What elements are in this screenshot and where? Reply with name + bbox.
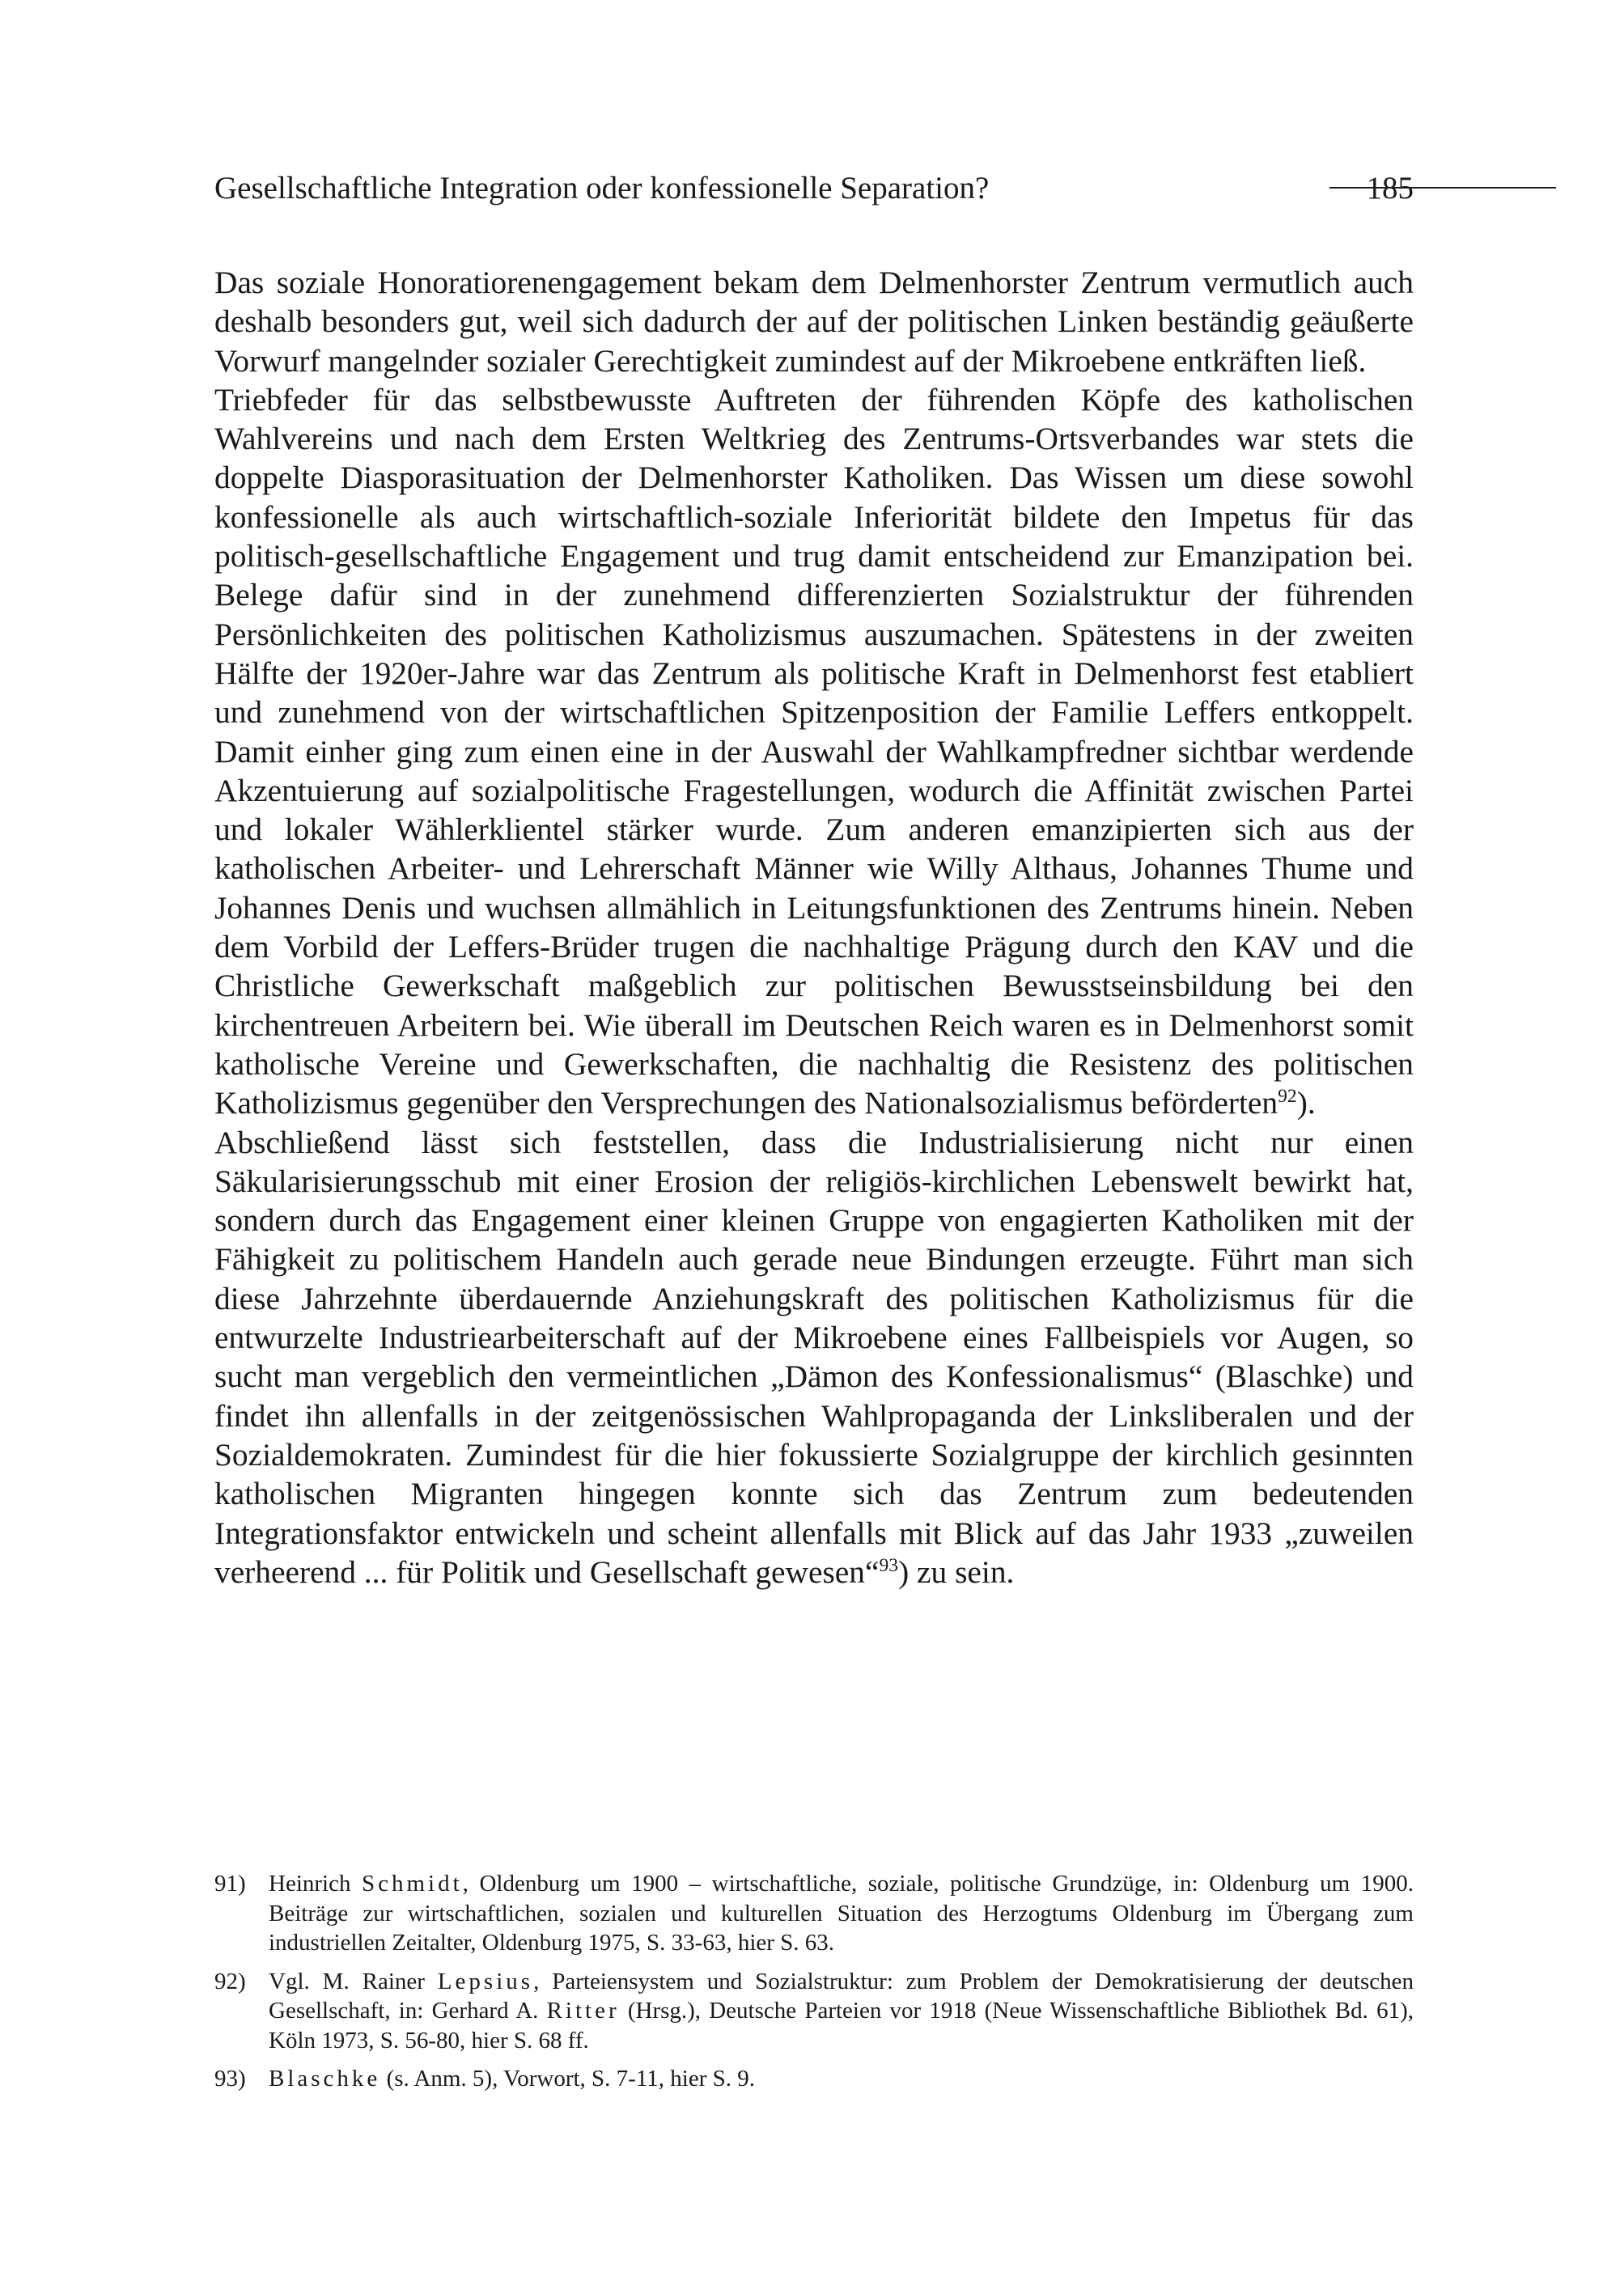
paragraph-2-end: ).	[1296, 1085, 1316, 1121]
footnote-93	[214, 2064, 1414, 2094]
page-number: 185	[1366, 171, 1414, 206]
footnote-number: 91)	[214, 1871, 246, 1897]
running-title: Gesellschaftliche Integration oder konfessionelle Separation?	[214, 171, 990, 206]
main-text	[214, 263, 1414, 1592]
footnote-pre: Vgl. M. Rainer	[269, 1968, 438, 1994]
footnote-number: 92)	[214, 1968, 246, 1994]
footnote-post: (s. Anm. 5), Vorwort, S. 7-11, hier S. 9.	[380, 2066, 755, 2092]
footnote-author: Schmidt	[362, 1871, 463, 1897]
running-header	[214, 160, 1414, 217]
footnote-ref-93[interactable]: 93	[879, 1554, 899, 1576]
footnote-author: Blaschke	[269, 2066, 381, 2092]
footnote-author-2: Ritter	[546, 1998, 620, 2024]
footnote-post-2: (Hrsg.), Deutsche Parteien vor 1918 (Neue Wissenschaftliche Bibliothek Bd. 61), Köln 1973, S. 56-80, hier S. 68 ff.	[269, 1998, 1414, 2054]
footnote-text	[269, 1869, 1414, 1958]
paragraph-2	[214, 380, 1414, 1123]
paragraph-3-end: ) zu sein.	[898, 1553, 1015, 1590]
footnote-text	[269, 2064, 1414, 2094]
footnote-number: 93)	[214, 2066, 246, 2092]
footnote-92	[214, 1967, 1414, 2056]
footnote-author: Lepsius	[437, 1968, 534, 1994]
paragraph-3-text: Abschließend lässt sich feststellen, dass die Industrialisierung nicht nur einen Säkularisierungsschub mit einer Erosion der religiös-kirchlichen Lebenswelt bewirkt hat, sondern durch das Engagement einer kleinen Gruppe von engagierten Katholiken mit der Fähigkeit zu politischem Handeln auch gerade neue Bindungen erzeugte. Führt man sich diese Jahrzehnte überdauernde Anziehungskraft des politischen Katholizismus für die entwurzelte Industriearbeiterschaft auf der Mikroebene eines Fallbeispiels vor Augen, so sucht man vergeblich den vermeintlichen „Dämon des Konfessionalismus“ (Blaschke) und findet ihn allenfalls in der zeitgenössischen Wahlpropaganda der Linksliberalen und der Sozialdemokraten. Zumindest für die hier fokussierte Sozialgruppe der kirchlich gesinnten katholischen Migranten hingegen konnte sich das Zentrum zum bedeutenden Integrationsfaktor entwickeln und scheint allenfalls mit Blick auf das Jahr 1933 „zuweilen verheerend ... für Politik und Gesellschaft gewesen“	[214, 1124, 1414, 1590]
footnote-text	[269, 1967, 1414, 2056]
footnote-post: , Parteiensystem und Sozialstruktur: zum Problem der Demokratisierung der deutschen Gesellschaft, in: Gerhard A.	[269, 1968, 1414, 2024]
footnote-91	[214, 1869, 1414, 1958]
header-rule	[1329, 187, 1556, 189]
paragraph-2-text: Triebfeder für das selbstbewusste Auftreten der führenden Köpfe des katholischen Wahlvereins und nach dem Ersten Weltkrieg des Zentrums-Ortsverbandes war stets die doppelte Diasporasituation der Delmenhorster Katholiken. Das Wissen um diese sowohl konfessionelle als auch wirtschaftlich-soziale Inferiorität bildete den Impetus für das politisch-gesellschaftliche Engagement und trug damit entscheidend zur Emanzipation bei. Belege dafür sind in der zunehmend differenzierten Sozialstruktur der führenden Persönlichkeiten des politischen Katholizismus auszumachen. Spätestens in der zweiten Hälfte der 1920er-Jahre war das Zentrum als politische Kraft in Delmenhorst fest etabliert und zunehmend von der wirtschaftlichen Spitzenposition der Familie Leffers entkoppelt. Damit einher ging zum einen eine in der Auswahl der Wahlkampfredner sichtbar werdende Akzentuierung auf sozialpolitische Fragestellungen, wodurch die Affinität zwischen Partei und lokaler Wählerklientel stärker wurde. Zum anderen emanzipierten sich aus der katholischen Arbeiter- und Lehrerschaft Männer wie Willy Althaus, Johannes Thume und Johannes Denis und wuchsen allmählich in Leitungsfunktionen des Zentrums hinein. Neben dem Vorbild der Leffers-Brüder trugen die nachhaltige Prägung durch den KAV und die Christliche Gewerkschaft maßgeblich zur politischen Bewusstseinsbildung bei den kirchentreuen Arbeitern bei. Wie überall im Deutschen Reich waren es in Delmenhorst somit katholische Vereine und Gewerkschaften, die nachhaltig die Resistenz des politischen Katholizismus gegenüber den Versprechungen des Nationalsozialismus beförderten	[214, 381, 1414, 1121]
footnotes	[214, 1869, 1414, 2103]
footnote-ref-92[interactable]: 92	[1278, 1086, 1297, 1108]
footnote-post: , Oldenburg um 1900 – wirtschaftliche, soziale, politische Grundzüge, in: Oldenburg um 1900. Beiträge zur wirtschaftlichen, sozialen und kulturellen Situation des Herzogtums Oldenburg im Übergang zum industriellen Zeitalter, Oldenburg 1975, S. 33-63, hier S. 63.	[269, 1871, 1414, 1956]
paragraph-1: Das soziale Honoratiorenengagement bekam dem Delmenhorster Zentrum vermutlich auch deshalb besonders gut, weil sich dadurch der auf der politischen Linken beständig geäußerte Vorwurf mangelnder sozialer Gerechtigkeit zumindest auf der Mikroebene entkräften ließ.	[214, 265, 1414, 379]
footnote-pre: Heinrich	[269, 1871, 362, 1897]
paragraph-3	[214, 1123, 1414, 1592]
